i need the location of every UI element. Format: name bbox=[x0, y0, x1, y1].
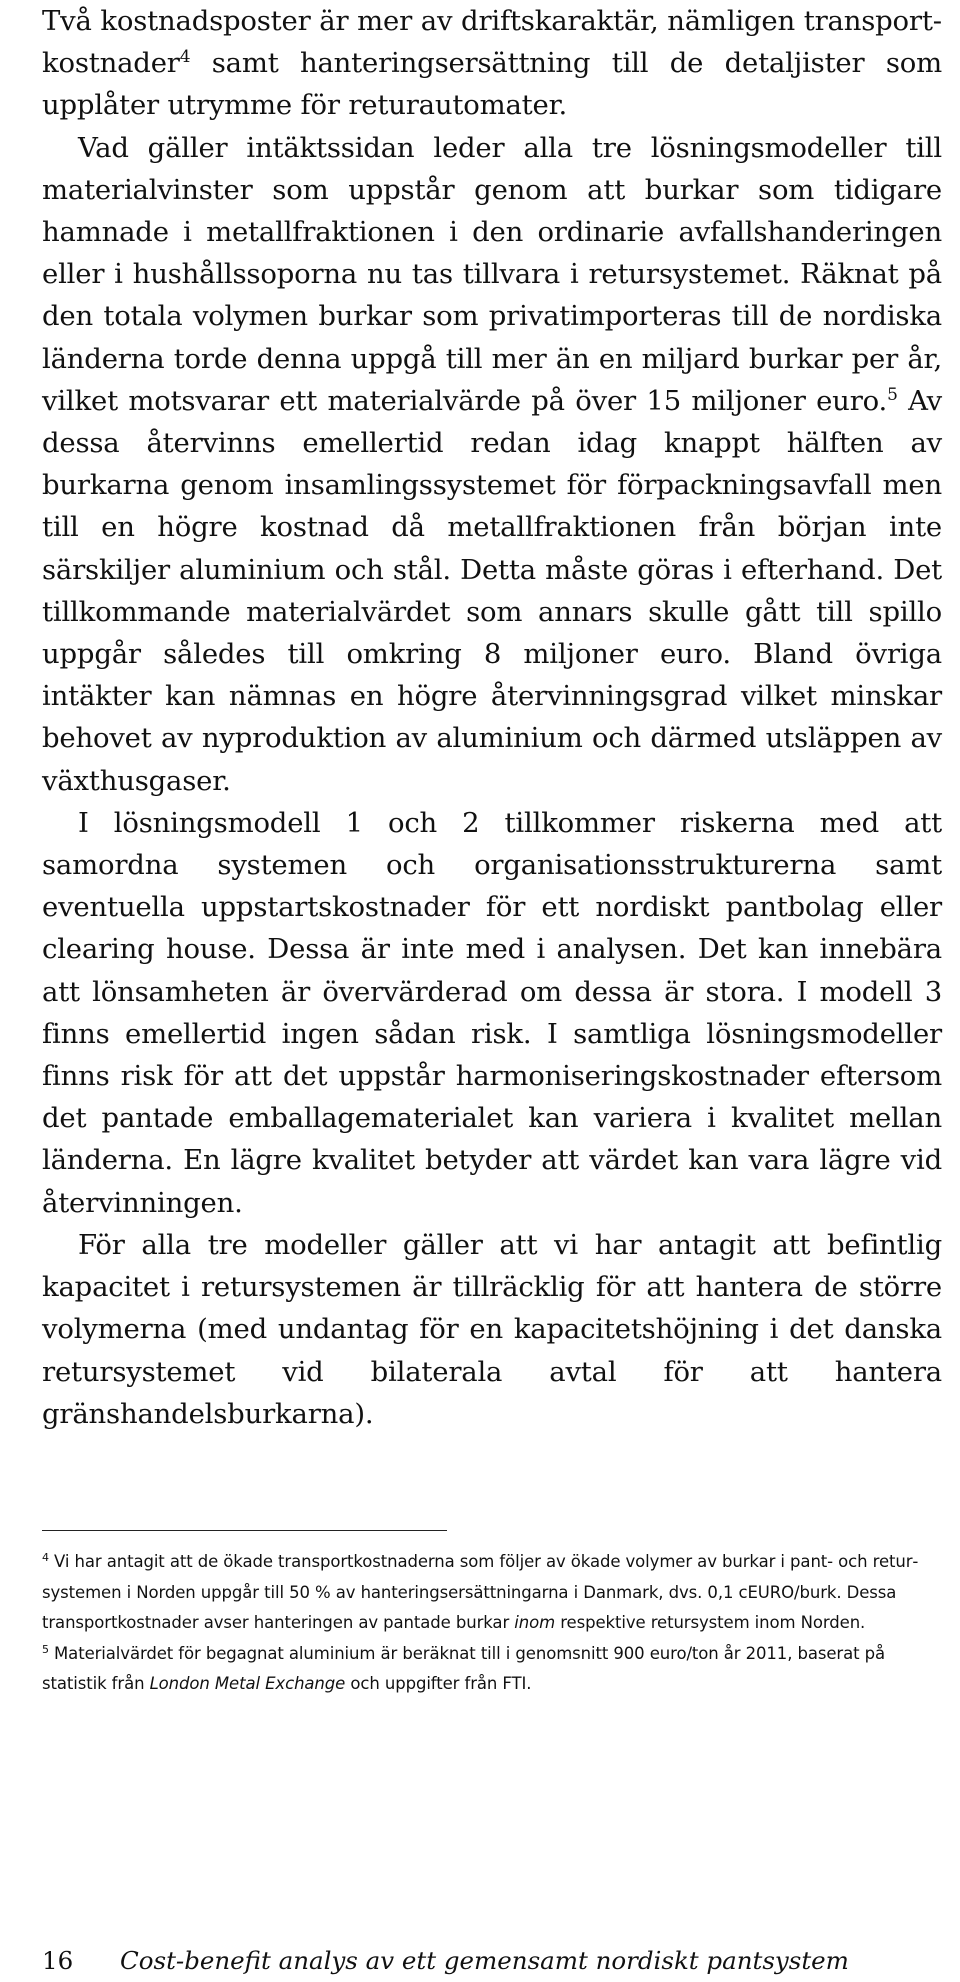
paragraph-text: Vad gäller intäktssidan leder alla tre lösningsmodeller till materialvinster som uppstår genom att burkar som tidigare hamnade i metallfraktionen i den ordinarie avfallshanderingen eller i hushållssoporna nu tas tillvara i retursystemet. Räknat på den totala volymen burkar som privatimporteras till de nordiska länderna torde denna uppgå till mer än en miljard burkar per år, vilket motsvarar ett materialvärde på över 15 miljoner euro. bbox=[42, 131, 942, 417]
paragraph-text: Två kostnadsposter är mer av driftskaraktär, nämligen transportkostnader bbox=[42, 5, 942, 80]
page-number: 16 bbox=[42, 1946, 74, 1975]
paragraph-driftskostnader bbox=[42, 0, 942, 127]
footnote-number: 5 bbox=[42, 1642, 49, 1656]
paragraph-text: För alla tre modeller gäller att vi har antagit att befintlig kapacitet i retursystemen är tillräcklig för att hantera de större volymerna (med undantag för en kapacitetshöjning i det danska retursystemet vid bilaterala avtal för att hantera gränshandelsburkarna). bbox=[42, 1228, 942, 1430]
paragraph-kapacitet bbox=[42, 1224, 942, 1435]
body-text bbox=[42, 0, 942, 1435]
footnote-text: respektive retursystem inom Norden. bbox=[555, 1613, 866, 1632]
paragraph-risker bbox=[42, 802, 942, 1224]
running-title: Cost-benefit analys av ett gemensamt nordiskt pantsystem bbox=[120, 1946, 849, 1975]
footnote-text: och uppgifter från FTI. bbox=[345, 1674, 532, 1693]
footnote-number: 4 bbox=[42, 1551, 49, 1564]
paragraph-text: samt hanteringsersättning till de detaljister som upplåter utrymme för returautomater. bbox=[42, 47, 942, 122]
footnote-5 bbox=[42, 1639, 942, 1700]
footnotes bbox=[42, 1547, 942, 1700]
footnote-text: Materialvärdet för begagnat aluminium är beräknat till i genomsnitt 900 euro/ton år 2011, baserat på statistik från bbox=[42, 1643, 886, 1693]
paragraph-text: Av dessa återvinns emellertid redan idag knappt hälften av burkarna genom insamlingssystemet för förpackningsavfall men till en högre kostnad då metallfraktionen från början inte särskiljer aluminium och stål. Detta måste göras i efterhand. Det tillkommande materialvärdet som annars skulle gått till spillo uppgår således till omkring 8 miljoner euro. Bland övriga intäkter kan nämnas en högre återvinningsgrad vilket minskar behovet av nyproduktion av aluminium och därmed utsläppen av växthusgaser. bbox=[42, 384, 942, 797]
footnote-emphasis: inom bbox=[514, 1613, 556, 1632]
paragraph-intakter bbox=[42, 127, 942, 802]
footnote-text: Vi har antagit att de ökade transportkostnaderna som följer av ökade volymer av burkar i pant- och retursystemen i Norden uppgår till 50 % av hanteringsersättningarna i Danmark, dvs. 0,1 cEURO/burk. Dessa transportkostnader avser hanteringen av pantade burkar bbox=[42, 1552, 919, 1632]
footnote-reference-5[interactable]: 5 bbox=[887, 384, 898, 405]
footnote-reference-4[interactable]: 4 bbox=[179, 47, 191, 68]
footnote-separator bbox=[42, 1530, 447, 1531]
footnote-4 bbox=[42, 1547, 942, 1639]
paragraph-text: I lösningsmodell 1 och 2 tillkommer riskerna med att samordna systemen och organisationsstrukturerna samt eventuella uppstartskostnader för ett nordiskt pantbolag eller clearing house. Dessa är inte med i analysen. Det kan innebära att lönsamheten är övervärderad om dessa är stora. I modell 3 finns emellertid ingen sådan risk. I samtliga lösningsmodeller finns risk för att det uppstår harmoniseringskostnader eftersom det pantade emballagematerialet kan variera i kvalitet mellan länderna. En lägre kvalitet betyder att värdet kan vara lägre vid återvinningen. bbox=[42, 806, 942, 1219]
footnote-emphasis: London Metal Exchange bbox=[149, 1674, 346, 1693]
document-page bbox=[42, 0, 942, 1982]
